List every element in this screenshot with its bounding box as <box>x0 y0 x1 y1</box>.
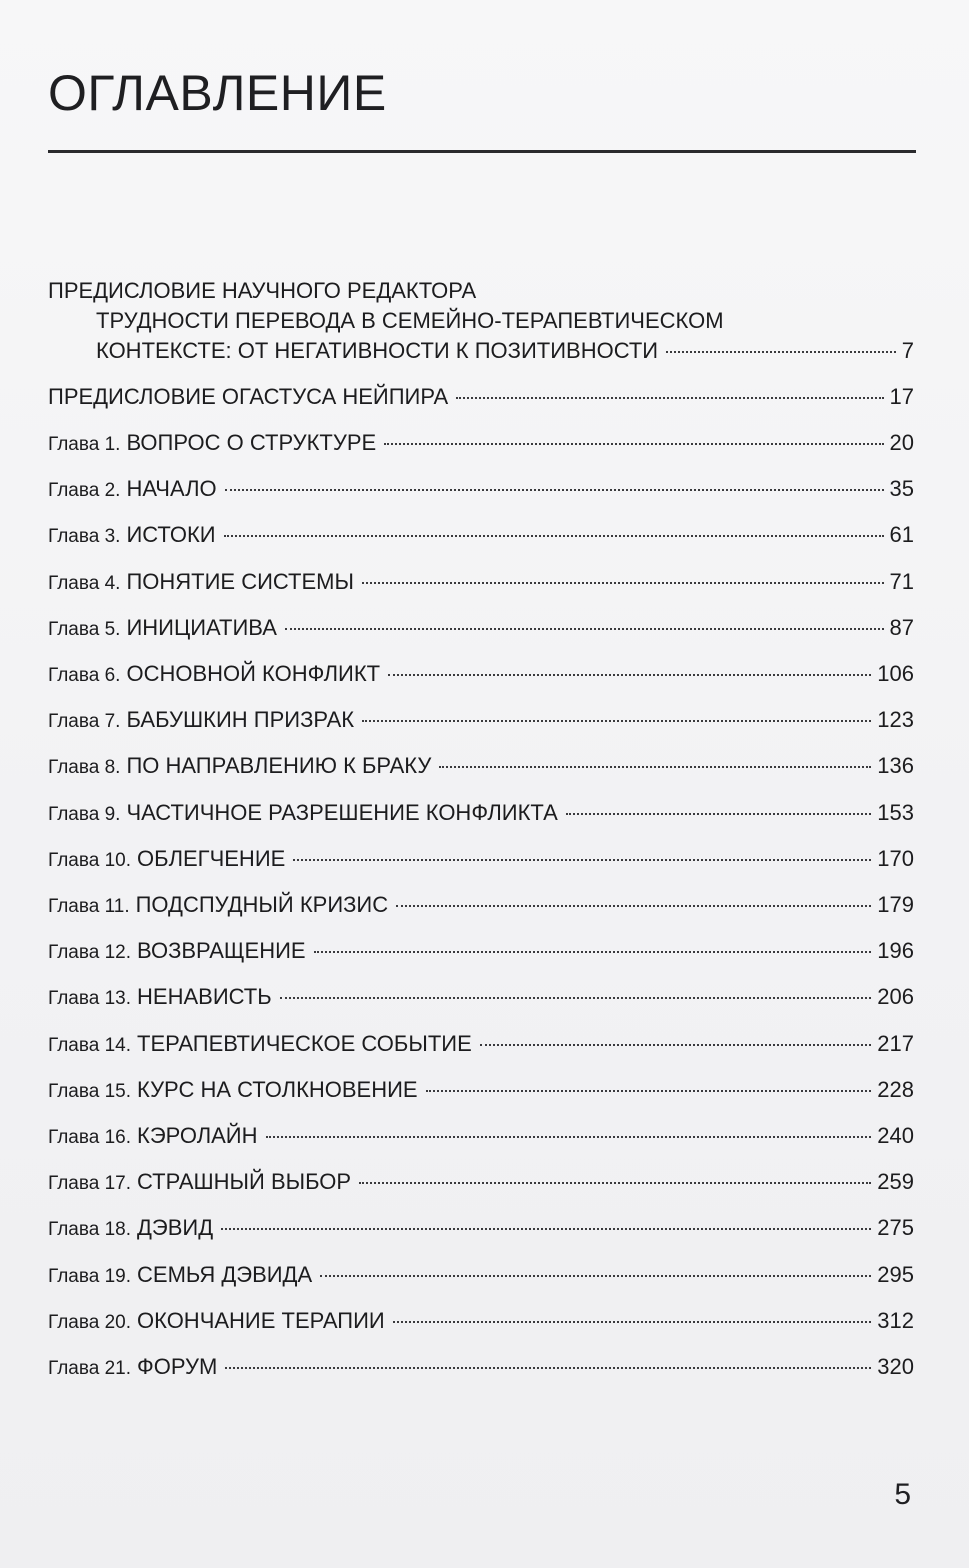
entry-title: ПРЕДИСЛОВИЕ ОГАСТУСА НЕЙПИРА <box>48 384 449 409</box>
toc-entry-preface-editor-subtitle <box>96 308 914 334</box>
dot-leader <box>359 1182 871 1184</box>
chapter-title: НЕНАВИСТЬ <box>137 984 272 1010</box>
dot-leader <box>388 674 871 676</box>
dot-leader <box>396 905 871 907</box>
chapter-prefix: Глава 15. <box>48 1080 132 1102</box>
entry-subtitle: КОНТЕКСТЕ: ОТ НЕГАТИВНОСТИ К ПОЗИТИВНОСТИ <box>96 338 659 363</box>
chapter-title: НАЧАЛО <box>126 476 217 502</box>
chapter-prefix: Глава 20. <box>48 1311 132 1333</box>
chapter-prefix: Глава 11. <box>48 896 130 917</box>
page-number: 295 <box>877 1261 914 1287</box>
page-number: 275 <box>877 1215 914 1241</box>
toc-entry-chapter <box>48 1262 914 1290</box>
chapter-title: ДЭВИД <box>137 1215 214 1241</box>
dot-leader <box>384 443 883 445</box>
toc-entry-chapter <box>48 1031 914 1059</box>
chapter-prefix: Глава 12. <box>48 942 132 964</box>
chapter-title: КУРС НА СТОЛКНОВЕНИЕ <box>137 1076 418 1102</box>
chapter-title: КЭРОЛАЙН <box>137 1123 258 1148</box>
toc-entry-preface-editor <box>96 338 914 364</box>
chapter-prefix: Глава 8. <box>48 757 121 779</box>
dot-leader <box>362 582 884 584</box>
page-number: 217 <box>877 1030 914 1056</box>
chapter-title: ПО НАПРАВЛЕНИЮ К БРАКУ <box>126 753 432 779</box>
dot-leader <box>666 351 896 353</box>
chapter-prefix: Глава 6. <box>48 665 121 686</box>
chapter-title: ИНИЦИАТИВА <box>126 614 277 640</box>
toc-entry-chapter <box>48 1169 914 1197</box>
chapter-title: БАБУШКИН ПРИЗРАК <box>126 707 355 733</box>
chapter-prefix: Глава 3. <box>48 526 121 548</box>
dot-leader <box>566 813 872 815</box>
page-number: 17 <box>889 384 914 409</box>
page-number: 179 <box>877 892 914 917</box>
chapter-title: ТЕРАПЕВТИЧЕСКОЕ СОБЫТИЕ <box>137 1030 472 1056</box>
chapter-title: СЕМЬЯ ДЭВИДА <box>137 1261 313 1287</box>
dot-leader <box>221 1228 871 1230</box>
chapter-title: ОСНОВНОЙ КОНФЛИКТ <box>126 661 381 686</box>
dot-leader <box>393 1321 872 1323</box>
toc-entry-chapter <box>48 1354 914 1382</box>
chapter-prefix: Глава 16. <box>48 1127 132 1148</box>
dot-leader <box>426 1090 872 1092</box>
dot-leader <box>224 535 884 537</box>
page-number: 61 <box>889 522 914 548</box>
chapter-prefix: Глава 1. <box>48 434 121 455</box>
chapter-title: ВОЗВРАЩЕНИЕ <box>137 938 306 964</box>
chapter-prefix: Глава 4. <box>48 572 121 594</box>
dot-leader <box>285 628 884 630</box>
dot-leader <box>225 1367 871 1369</box>
dot-leader <box>320 1275 871 1277</box>
page-number: 259 <box>877 1169 914 1195</box>
toc-entry-chapter <box>48 430 914 458</box>
toc-entry-chapter <box>48 661 914 689</box>
page-number: 87 <box>889 614 914 640</box>
dot-leader <box>266 1136 872 1138</box>
page-number: 20 <box>889 430 914 455</box>
toc-entry-chapter <box>48 476 914 504</box>
chapter-prefix: Глава 18. <box>48 1219 132 1241</box>
chapter-title: ПОДСПУДНЫЙ КРИЗИС <box>135 892 389 917</box>
toc-entry-chapter <box>48 569 914 597</box>
chapter-prefix: Глава 19. <box>48 1265 132 1287</box>
page-number: 312 <box>877 1307 914 1333</box>
chapter-title: ФОРУМ <box>137 1354 218 1379</box>
page-number: 153 <box>877 799 914 825</box>
page-number: 170 <box>877 845 914 871</box>
page-title: ОГЛАВЛЕНИЕ <box>48 65 387 121</box>
dot-leader <box>480 1044 872 1046</box>
toc-entry-preface-editor-title <box>48 278 914 304</box>
chapter-prefix: Глава 2. <box>48 480 121 502</box>
chapter-title: СТРАШНЫЙ ВЫБОР <box>137 1169 352 1195</box>
chapter-prefix: Глава 10. <box>48 849 132 871</box>
toc-entry-chapter <box>48 892 914 920</box>
page-number: 206 <box>877 984 914 1010</box>
chapter-prefix: Глава 14. <box>48 1034 132 1056</box>
chapter-title: ИСТОКИ <box>126 522 216 548</box>
page-number: 71 <box>889 568 914 594</box>
chapter-prefix: Глава 9. <box>48 803 121 825</box>
toc-entry-chapter <box>48 1077 914 1105</box>
toc-entry-chapter <box>48 800 914 828</box>
dot-leader <box>362 720 871 722</box>
chapter-prefix: Глава 7. <box>48 711 121 733</box>
chapter-prefix: Глава 17. <box>48 1173 132 1195</box>
toc-entry-chapter <box>48 615 914 643</box>
page-number: 320 <box>877 1354 914 1379</box>
chapter-title: ЧАСТИЧНОЕ РАЗРЕШЕНИЕ КОНФЛИКТА <box>126 799 558 825</box>
toc-entry-chapter <box>48 707 914 735</box>
page-number: 228 <box>877 1076 914 1102</box>
chapter-title: ОКОНЧАНИЕ ТЕРАПИИ <box>137 1307 385 1333</box>
page-number: 136 <box>877 753 914 779</box>
toc-entry-preface-napier <box>48 384 914 410</box>
dot-leader <box>293 859 871 861</box>
chapter-prefix: Глава 5. <box>48 618 121 640</box>
dot-leader <box>314 951 872 953</box>
toc-entry-chapter <box>48 1215 914 1243</box>
page-number: 7 <box>901 338 914 363</box>
toc-entry-chapter <box>48 753 914 781</box>
toc-entry-chapter <box>48 846 914 874</box>
toc-entry-chapter <box>48 522 914 550</box>
page-number: 240 <box>877 1123 914 1148</box>
folio-page-number: 5 <box>894 1478 911 1511</box>
toc-entry-chapter <box>48 1123 914 1151</box>
chapter-title: ПОНЯТИЕ СИСТЕМЫ <box>126 568 354 594</box>
entry-title: ПРЕДИСЛОВИЕ НАУЧНОГО РЕДАКТОРА <box>48 278 477 303</box>
toc-entry-chapter <box>48 1308 914 1336</box>
page-number: 35 <box>889 476 914 502</box>
title-rule <box>48 150 916 153</box>
dot-leader <box>280 997 872 999</box>
chapter-title: ОБЛЕГЧЕНИЕ <box>137 845 286 871</box>
page-number: 106 <box>877 661 914 686</box>
dot-leader <box>456 397 883 399</box>
chapter-prefix: Глава 21. <box>48 1358 132 1379</box>
entry-subtitle: ТРУДНОСТИ ПЕРЕВОДА В СЕМЕЙНО-ТЕРАПЕВТИЧЕСКОМ <box>96 308 724 333</box>
toc-entry-chapter <box>48 984 914 1012</box>
dot-leader <box>439 766 871 768</box>
page-number: 196 <box>877 938 914 964</box>
chapter-title: ВОПРОС О СТРУКТУРЕ <box>126 430 377 455</box>
chapter-prefix: Глава 13. <box>48 988 132 1010</box>
dot-leader <box>225 489 884 491</box>
toc-entry-chapter <box>48 938 914 966</box>
page-number: 123 <box>877 707 914 733</box>
